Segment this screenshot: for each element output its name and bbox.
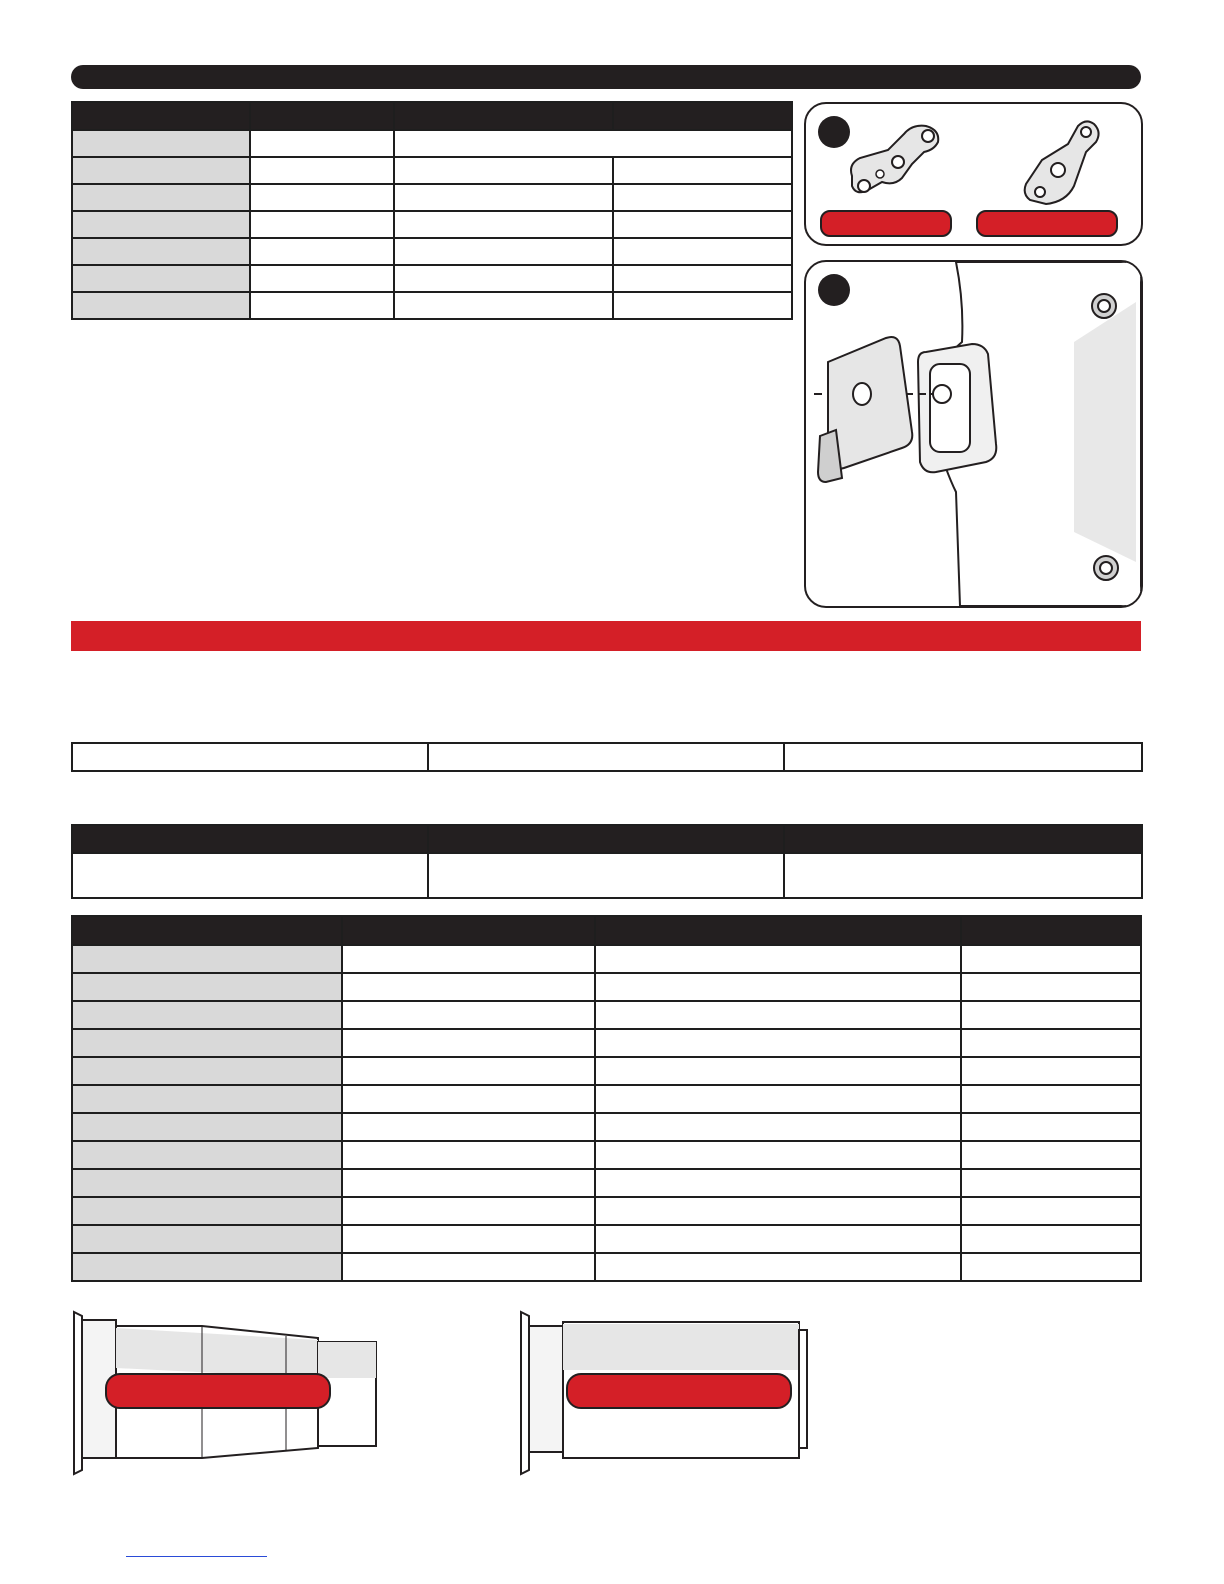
table-cell: [595, 1001, 961, 1029]
bracket-right-label-pill: [976, 210, 1118, 237]
table-cell: [250, 211, 394, 238]
table-cell: [342, 1057, 595, 1085]
table-cell: [428, 743, 784, 771]
table-cell: [595, 1057, 961, 1085]
table-cell: [72, 184, 250, 211]
table-cell: [961, 1197, 1141, 1225]
table-cell: [613, 157, 792, 184]
table-cell: [595, 1029, 961, 1057]
bracket-right-icon: [1016, 116, 1106, 212]
table-header-cell: [595, 916, 961, 945]
table-cell: [961, 1253, 1141, 1281]
step-1-panel: [804, 102, 1143, 246]
table-row: [72, 1141, 1141, 1169]
bracket-left-label-pill: [820, 210, 952, 237]
table-row: [72, 1253, 1141, 1281]
table-cell: [250, 265, 394, 292]
table-cell: [961, 973, 1141, 1001]
table-cell: [342, 1169, 595, 1197]
table-row: [72, 973, 1141, 1001]
table-row: [72, 238, 792, 265]
table-cell: [250, 184, 394, 211]
table-cell: [595, 1141, 961, 1169]
bracket-left-icon: [842, 116, 952, 212]
table-row: [72, 184, 792, 211]
step-2-panel: [804, 260, 1143, 608]
table-cell: [394, 265, 613, 292]
table-cell: [72, 1253, 342, 1281]
table-cell: [72, 1197, 342, 1225]
table-cell: [72, 238, 250, 265]
section-heading-bar: [71, 621, 1141, 651]
table-cell: [342, 1197, 595, 1225]
table-row: [72, 1169, 1141, 1197]
table-cell: [394, 157, 613, 184]
table-cell: [595, 945, 961, 973]
table-cell: [613, 211, 792, 238]
table-header-cell: [428, 825, 784, 853]
table-row: [72, 1001, 1141, 1029]
table-cell: [72, 1225, 342, 1253]
tapered-sleeve-label-pill: [106, 1374, 330, 1408]
table-cell: [72, 945, 342, 973]
table-cell: [961, 1001, 1141, 1029]
table-cell: [72, 1169, 342, 1197]
table-cell: [961, 1225, 1141, 1253]
table-header-cell: [961, 916, 1141, 945]
footer-link[interactable]: [126, 1556, 267, 1557]
table-cell: [72, 292, 250, 319]
table-cell: [961, 945, 1141, 973]
table-cell: [613, 238, 792, 265]
top-table-header-cell: [72, 102, 250, 130]
table-cell: [250, 157, 394, 184]
main-table: [71, 915, 1142, 1282]
table-row: [72, 157, 792, 184]
straight-sleeve-label-pill: [567, 1374, 791, 1408]
table-cell: [72, 743, 428, 771]
table-cell: [961, 1085, 1141, 1113]
table-row: [72, 292, 792, 319]
table-cell: [250, 130, 394, 157]
straight-sleeve-icon: [517, 1308, 812, 1478]
table-row: [72, 1225, 1141, 1253]
step-number-badge: [818, 274, 850, 306]
top-table-header-cell: [613, 102, 792, 130]
table-row: [72, 1057, 1141, 1085]
table-cell: [613, 265, 792, 292]
table-cell: [394, 184, 613, 211]
table-cell: [961, 1029, 1141, 1057]
table-header-cell: [72, 825, 428, 853]
table-cell: [72, 1141, 342, 1169]
table-cell: [595, 1085, 961, 1113]
table-row: [72, 130, 792, 157]
table-cell: [342, 945, 595, 973]
table-cell: [595, 1225, 961, 1253]
table-cell: [595, 973, 961, 1001]
table-cell: [342, 1113, 595, 1141]
table-cell: [394, 238, 613, 265]
table-cell: [613, 184, 792, 211]
table-cell: [342, 1001, 595, 1029]
table-cell: [72, 973, 342, 1001]
info-table: [71, 824, 1143, 899]
table-row: [72, 211, 792, 238]
table-cell: [342, 1225, 595, 1253]
table-cell: [250, 292, 394, 319]
table-header-cell: [72, 916, 342, 945]
table-cell: [72, 265, 250, 292]
table-cell: [784, 743, 1142, 771]
table-row: [72, 265, 792, 292]
table-cell: [72, 157, 250, 184]
top-table-header-cell: [394, 102, 613, 130]
table-cell: [342, 1141, 595, 1169]
table-cell: [595, 1197, 961, 1225]
table-cell: [961, 1169, 1141, 1197]
table-cell: [72, 211, 250, 238]
table-cell: [595, 1169, 961, 1197]
table-cell: [72, 1001, 342, 1029]
section-title-bar: [71, 65, 1141, 89]
table-cell: [342, 1029, 595, 1057]
table-row: [72, 1113, 1141, 1141]
main-table-header-row: [72, 916, 1141, 945]
table-row: [72, 853, 1142, 898]
table-cell: [595, 1253, 961, 1281]
table-row: [72, 945, 1141, 973]
table-cell: [72, 1113, 342, 1141]
table-cell: [595, 1113, 961, 1141]
table-cell: [394, 211, 613, 238]
top-table: [71, 101, 793, 320]
table-cell: [72, 853, 428, 898]
table-cell: [342, 973, 595, 1001]
table-cell: [72, 1085, 342, 1113]
table-cell: [342, 1085, 595, 1113]
table-cell: [961, 1141, 1141, 1169]
table-cell: [72, 130, 250, 157]
table-cell: [72, 1029, 342, 1057]
table-cell: [342, 1253, 595, 1281]
table-cell: [394, 292, 613, 319]
table-cell: [428, 853, 784, 898]
table-header-cell: [342, 916, 595, 945]
tapered-sleeve-icon: [70, 1308, 382, 1478]
table-header-cell: [784, 825, 1142, 853]
info-table-header-row: [72, 825, 1142, 853]
table-cell: [784, 853, 1142, 898]
table-cell: [72, 1057, 342, 1085]
table-row: [72, 1197, 1141, 1225]
table-row: [72, 1085, 1141, 1113]
top-table-header-row: [72, 102, 792, 130]
spacer-plate-icon: [814, 332, 920, 484]
table-cell: [394, 130, 792, 157]
table-cell: [961, 1113, 1141, 1141]
table-row: [72, 1029, 1141, 1057]
table-cell: [250, 238, 394, 265]
spec-table: [71, 742, 1143, 772]
table-cell: [961, 1057, 1141, 1085]
table-cell: [613, 292, 792, 319]
top-table-header-cell: [250, 102, 394, 130]
table-row: [72, 743, 1142, 771]
